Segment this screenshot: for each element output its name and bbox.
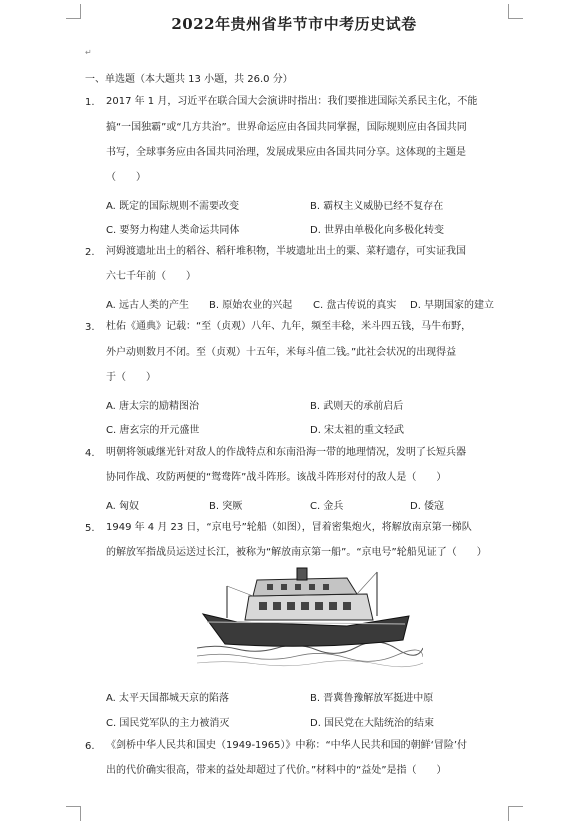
- answer-option: C. 国民党军队的主力被消灭: [106, 718, 230, 729]
- question-text-line: 《剑桥中华人民共和国史（1949-1965）》中称：“中华人民共和国的朝鲜‘冒险’付: [106, 740, 468, 751]
- answer-option: B. 原始农业的兴起: [209, 300, 293, 311]
- question-text-line: 外户动则数月不闭。至（贞观）十五年，米每斗值二钱。”此社会状况的出现得益: [106, 347, 457, 358]
- question-text-line: 杜佑《通典》记载：“至（贞观）八年、九年，频至丰稔，米斗四五钱，马牛布野，: [106, 321, 472, 332]
- answer-option: D. 早期国家的建立: [410, 300, 495, 311]
- answer-option: A. 太平天国都城天京的陷落: [106, 693, 230, 704]
- answer-option: B. 突厥: [209, 501, 243, 512]
- question-number: 6.: [85, 741, 95, 752]
- paragraph-mark: ↵: [85, 48, 92, 57]
- section-heading: 一、单选题（本大题共 13 小题，共 26.0 分）: [85, 74, 293, 85]
- question-number: 4.: [85, 448, 95, 459]
- answer-option: B. 武则天的承前启后: [310, 401, 404, 412]
- answer-option: D. 宋太祖的重文轻武: [310, 425, 405, 436]
- question-text-line: （ ）: [106, 172, 146, 183]
- question-text-line: 搞“一国独霸”或“几方共治”。世界命运应由各国共同掌握，国际规则应由各国共同: [106, 122, 467, 133]
- answer-option: A. 既定的国际规则不需要改变: [106, 201, 240, 212]
- question-text-line: 的解放军指战员运送过长江，被称为“解放南京第一船”。“京电号”轮船见证了（ ）: [106, 547, 487, 558]
- question-text-line: 六七千年前（ ）: [106, 271, 196, 282]
- question-text-line: 明朝将领戚继光针对敌人的作战特点和东南沿海一带的地理情况，发明了长短兵器: [106, 447, 466, 458]
- question-text-line: 河姆渡遗址出土的稻谷、稻秆堆积物，半坡遗址出土的粟、菜籽遗存，可实证我国: [106, 246, 466, 257]
- question-text-line: 于（ ）: [106, 372, 156, 383]
- answer-option: A. 唐太宗的励精图治: [106, 401, 200, 412]
- answer-option: D. 倭寇: [410, 501, 445, 512]
- question-text-line: 书写，全球事务应由各国共同治理，发展成果应由各国共同分享。这体现的主题是: [106, 147, 466, 158]
- jingdian-steamship-image: [197, 566, 423, 668]
- question-text-line: 协同作战、攻防两便的“鸳鸯阵”战斗阵形。该战斗阵形对付的敌人是（ ）: [106, 472, 447, 483]
- answer-option: D. 国民党在大陆统治的结束: [310, 718, 435, 729]
- answer-option: C. 唐玄宗的开元盛世: [106, 425, 200, 436]
- question-number: 3.: [85, 322, 95, 333]
- question-number: 1.: [85, 97, 95, 108]
- answer-option: A. 匈奴: [106, 501, 140, 512]
- answer-option: B. 晋冀鲁豫解放军挺进中原: [310, 693, 434, 704]
- question-number: 2.: [85, 247, 95, 258]
- answer-option: C. 盘古传说的真实: [313, 300, 397, 311]
- answer-option: B. 霸权主义威胁已经不复存在: [310, 201, 444, 212]
- answer-option: C. 金兵: [310, 501, 344, 512]
- question-text-line: 出的代价确实很高，带来的益处却超过了代价。”材料中的“益处”是指（ ）: [106, 765, 447, 776]
- question-number: 5.: [85, 523, 95, 534]
- question-text-line: 1949 年 4 月 23 日，“京电号”轮船（如图），冒着密集炮火，将解放南京第一梯队: [106, 522, 472, 533]
- document-title: 2022年贵州省毕节市中考历史试卷: [171, 15, 417, 33]
- answer-option: C. 要努力构建人类命运共同体: [106, 225, 240, 236]
- question-text-line: 2017 年 1 月，习近平在联合国大会演讲时指出：我们要推进国际关系民主化，不能: [106, 96, 478, 107]
- answer-option: D. 世界由单极化向多极化转变: [310, 225, 445, 236]
- answer-option: A. 远古人类的产生: [106, 300, 190, 311]
